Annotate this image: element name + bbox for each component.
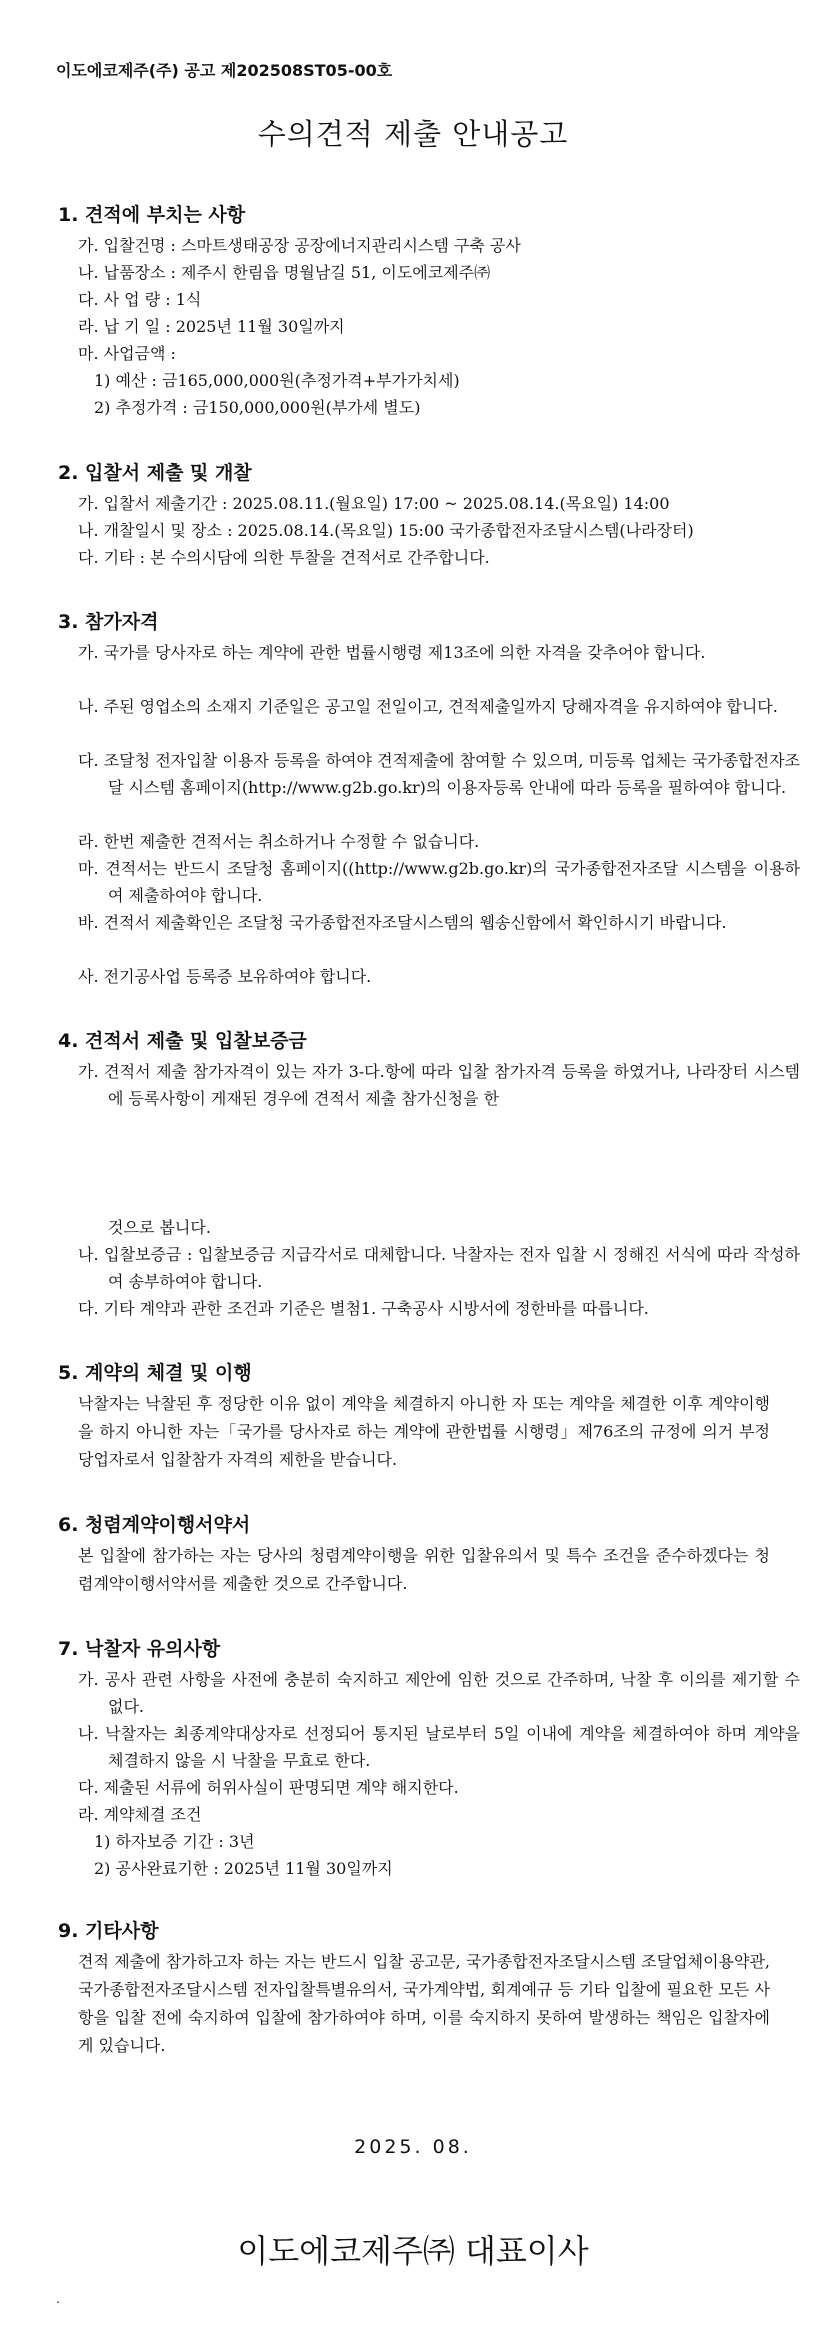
section-7-subitem: 1) 하자보증 기간 : 3년: [94, 1832, 255, 1851]
section-1-subitem: 2) 추정가격 : 금150,000,000원(부가세 별도): [94, 398, 421, 417]
notice-date: 2025. 08.: [354, 2136, 472, 2158]
section-3-item: 가. 국가를 당사자로 하는 계약에 관한 법률시행령 제13조에 의한 자격을 갖추어야 합니다.: [78, 643, 706, 662]
section-7-item: 나. 낙찰자는 최종계약대상자로 선정되어 통지된 날로부터 5일 이내에 계약을 체결하여야 하며 계약을 체결하지 않을 시 낙찰을 무효로 한다.: [78, 1724, 800, 1770]
section-1-item: 가. 입찰건명 : 스마트생태공장 공장에너지관리시스템 구축 공사: [78, 236, 521, 255]
section-7-item: 가. 공사 관련 사항을 사전에 충분히 숙지하고 제안에 임한 것으로 간주하며, 낙찰 후 이의를 제기할 수 없다.: [78, 1670, 800, 1716]
page-title: 수의견적 제출 안내공고: [257, 117, 569, 151]
section-6-heading: 6. 청렴계약이행서약서: [58, 1514, 251, 1536]
section-3-item: 나. 주된 영업소의 소재지 기준일은 공고일 전일이고, 견적제출일까지 당해자격을 유지하여야 합니다.: [78, 697, 778, 716]
section-7-heading: 7. 낙찰자 유의사항: [58, 1638, 221, 1660]
section-3-item: 다. 조달청 전자입찰 이용자 등록을 하여야 견적제출에 참여할 수 있으며, 미등록 업체는 국가종합전자조달 시스템 홈페이지(http://www.g2b.go.kr)의 이용자등록 안내에 따라 등록을 필하여야 합니다.: [78, 751, 800, 797]
section-2-item: 가. 입찰서 제출기간 : 2025.08.11.(월요일) 17:00 ~ 2025.08.14.(목요일) 14:00: [78, 494, 670, 513]
section-1-subitem: 1) 예산 : 금165,000,000원(추정가격+부가가치세): [94, 371, 460, 390]
section-4-item: 나. 입찰보증금 : 입찰보증금 지급각서로 대체합니다. 낙찰자는 전자 입찰 시 정해진 서식에 따라 작성하여 송부하여야 합니다.: [78, 1245, 800, 1291]
section-7-item: 라. 계약체결 조건: [78, 1805, 202, 1824]
section-1-item: 나. 납품장소 : 제주시 한림읍 명월남길 51, 이도에코제주㈜: [78, 263, 491, 282]
section-7-subitem: 2) 공사완료기한 : 2025년 11월 30일까지: [94, 1859, 393, 1878]
section-4-item-a-continued: 것으로 봅니다.: [108, 1218, 211, 1237]
section-2-item: 나. 개찰일시 및 장소 : 2025.08.14.(목요일) 15:00 국가종합전자조달시스템(나라장터): [78, 521, 694, 540]
section-3-heading: 3. 참가자격: [58, 611, 159, 633]
section-2-heading: 2. 입찰서 제출 및 개찰: [58, 462, 252, 484]
section-1-item: 마. 사업금액 :: [78, 344, 176, 363]
section-5-heading: 5. 계약의 체결 및 이행: [58, 1362, 252, 1384]
section-3-item: 마. 견적서는 반드시 조달청 홈페이지((http://www.g2b.go.kr)의 국가종합전자조달 시스템을 이용하여 제출하여야 합니다.: [78, 859, 800, 905]
notice-number: 이도에코제주(주) 공고 제202508ST05-00호: [56, 61, 393, 80]
section-3-item: 바. 견적서 제출확인은 조달청 국가종합전자조달시스템의 웹송신함에서 확인하시기 바랍니다.: [78, 913, 727, 932]
section-1-heading: 1. 견적에 부치는 사항: [58, 204, 246, 226]
section-1-item: 라. 납 기 일 : 2025년 11월 30일까지: [78, 317, 345, 336]
section-7-item: 다. 제출된 서류에 허위사실이 판명되면 계약 해지한다.: [78, 1778, 459, 1797]
section-3-item: 라. 한번 제출한 견적서는 취소하거나 수정할 수 없습니다.: [78, 832, 480, 851]
section-1-item: 다. 사 업 량 : 1식: [78, 290, 202, 309]
section-3-item: 사. 전기공사업 등록증 보유하여야 합니다.: [78, 967, 372, 986]
section-2-item: 다. 기타 : 본 수의시담에 의한 투찰을 견적서로 간주합니다.: [78, 548, 490, 567]
section-9-body: 견적 제출에 참가하고자 하는 자는 반드시 입찰 공고문, 국가종합전자조달시스템 조달업체이용약관, 국가종합전자조달시스템 전자입찰특별유의서, 국가계약법, 회계예규 등 기타 입찰에 필요한 모든 사항을 입찰 전에 숙지하여 입찰에 참가하여야 하며, 이를 숙지하지 못하여 발생하는 책임은 입찰자에게 있습니다.: [78, 1952, 770, 2055]
trailing-mark: .: [56, 2292, 60, 2306]
section-9-heading: 9. 기타사항: [58, 1920, 159, 1942]
section-6-body: 본 입찰에 참가하는 자는 당사의 청렴계약이행을 위한 입찰유의서 및 특수 조건을 준수하겠다는 청렴계약이행서약서를 제출한 것으로 간주합니다.: [78, 1546, 770, 1593]
section-4-heading: 4. 견적서 제출 및 입찰보증금: [58, 1030, 307, 1052]
company-signature: 이도에코제주㈜ 대표이사: [237, 2232, 589, 2270]
section-4-item-a: 가. 견적서 제출 참가자격이 있는 자가 3-다.항에 따라 입찰 참가자격 등록을 하였거나, 나라장터 시스템에 등록사항이 게재된 경우에 견적서 제출 참가신청을 한: [78, 1062, 800, 1108]
section-4-item: 다. 기타 계약과 관한 조건과 기준은 별첨1. 구축공사 시방서에 정한바를 따릅니다.: [78, 1299, 649, 1318]
section-5-body: 낙찰자는 낙찰된 후 정당한 이유 없이 계약을 체결하지 아니한 자 또는 계약을 체결한 이후 계약이행을 하지 아니한 자는「국가를 당사자로 하는 계약에 관한법률 시행령」제76조의 규정에 의거 부정당업자로서 입찰참가 자격의 제한을 받습니다.: [78, 1394, 770, 1469]
